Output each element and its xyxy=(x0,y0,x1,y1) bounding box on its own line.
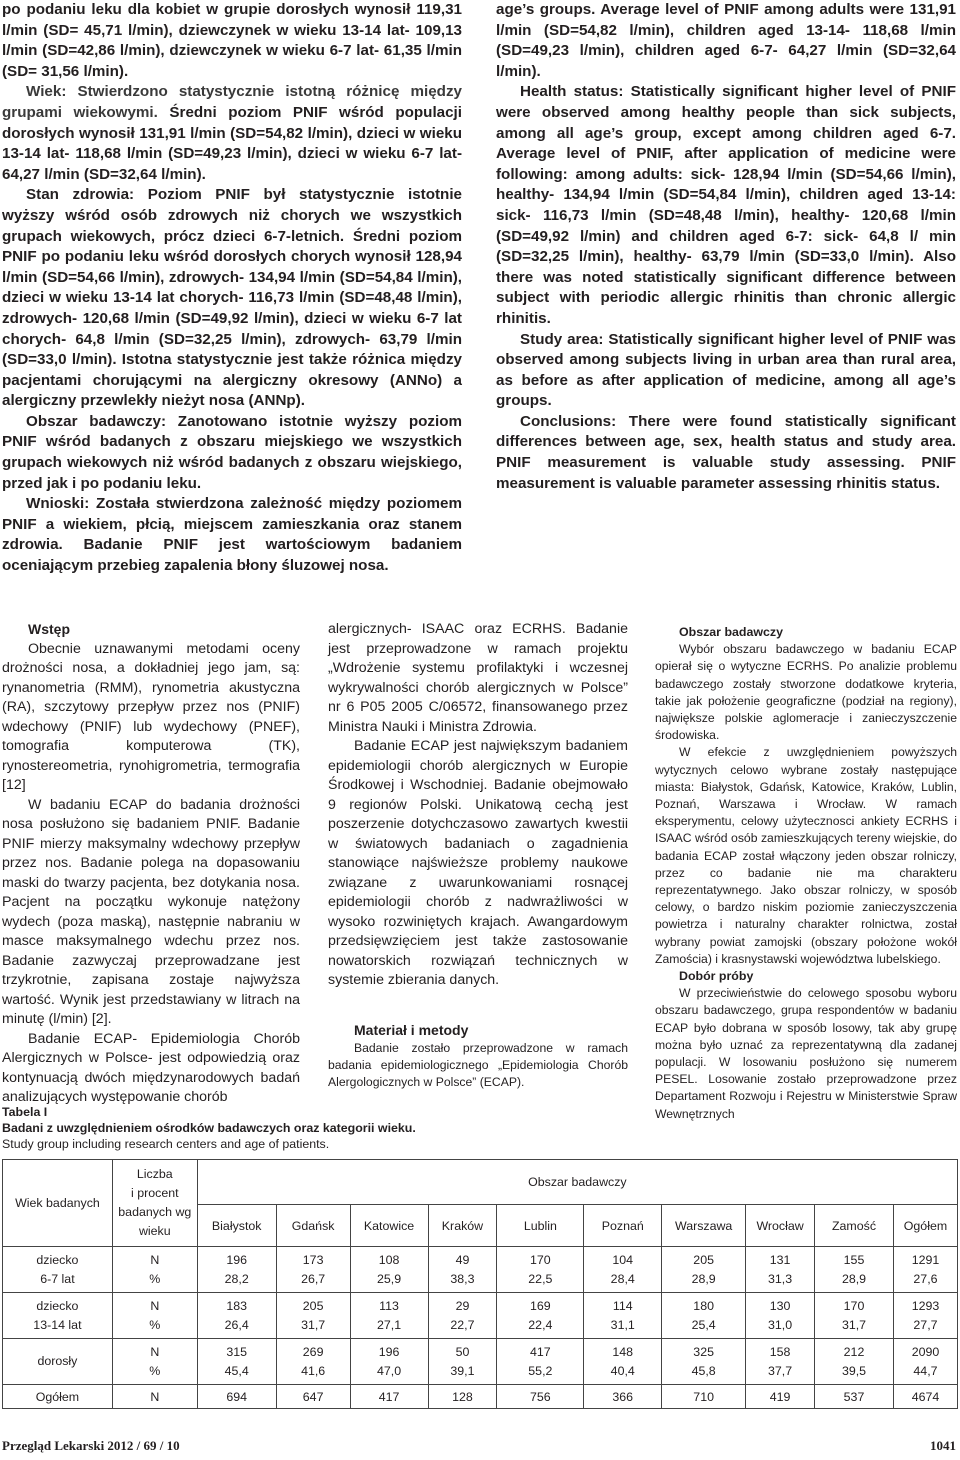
table-total-cell: 647 xyxy=(276,1385,350,1409)
table-cell-percent: 27,1 xyxy=(376,1317,402,1332)
table-cell-percent: 26,7 xyxy=(301,1271,326,1286)
table-cell xyxy=(276,1293,350,1339)
table-cell xyxy=(815,1339,894,1385)
body-paragraph: Wybór obszaru badawczego w badaniu ECAP opierał się o wytyczne ECRHS. Po analizie problemu badawczego zostały stworzone dodatkowe kryteria, takie jak położenie geograficzne (podział na regiony), największe polskie aglomeracje i zanieczyszczenie środowiska. xyxy=(655,642,957,743)
table-cell-count: 1293 xyxy=(911,1298,940,1313)
table-cell-percent: 31,1 xyxy=(610,1317,635,1332)
table-cell-percent: 55,2 xyxy=(528,1363,553,1378)
table-cell-percent: 25,9 xyxy=(376,1271,402,1286)
body-paragraph: W efekcie z uwzględnieniem powyższych wytycznych celowo wybrane zostały następujące miasta: Białystok, Gdańsk, Katowice, Kraków, Lublin, Poznań, Warszawa i Wrocław. W ramach eksperymentu, celowy użytecznosci ankiety ECRHS i ISAAC wśród osób zamieszkujących tereny wiejskie, do badania ECAP został włączony jeden obszar rolniczy, przez co badanie nie ma charakteru reprezentatywnego. Jako obszar rolniczy, w sposób celowy, o bardzo niskim poziomie zanieczyszczenia powietrza i naturalny charakter rolnictwa, został wybrany powiat zamojski (obszary położone wokół Zamościa) i krasnystawski województwa lubelskiego. xyxy=(655,745,957,966)
table-cell-count: 183 xyxy=(226,1298,248,1313)
table-cell-percent: 28,4 xyxy=(610,1271,635,1286)
table-cell-count: 417 xyxy=(530,1344,551,1359)
table-cell xyxy=(893,1247,957,1293)
table-cell xyxy=(746,1293,815,1339)
table-cell-count: 269 xyxy=(302,1344,324,1359)
footer-journal: Przegląd Lekarski 2012 / 69 / 10 xyxy=(2,1438,180,1453)
table-cell-percent: 39,1 xyxy=(450,1363,475,1378)
footer-page-number: 1041 xyxy=(930,1438,956,1453)
table-row-keys xyxy=(112,1293,197,1339)
abstract-pl-age-lead: Wiek: Stwierdzono statystycznie istotną różnicę między grupami wiekowymi. xyxy=(2,83,462,121)
table-row xyxy=(3,1293,958,1339)
table-cell-percent: 26,4 xyxy=(224,1317,249,1332)
table-cell xyxy=(662,1247,746,1293)
table-total-cell: 694 xyxy=(197,1385,276,1409)
table-cell-percent: 45,4 xyxy=(224,1363,249,1378)
body-paragraph: Obecnie uznawanymi metodami oceny drożności nosa, a dokładniej jego jam, są: rynanometria (RMM), rynometria akustyczna (RA), szczytowy przepływ przez nos (PNIF) wdechowy (PNIF) lub wydechowy (PNEF), tomografia komputerowa (TK), rynostereometria, rynohigrometria, termografia [12] xyxy=(2,640,300,793)
table-row-label xyxy=(3,1339,113,1385)
table-row-key: N xyxy=(150,1344,160,1359)
table-header-age: Wiek badanych xyxy=(3,1160,113,1247)
table-row-total xyxy=(3,1385,958,1409)
table-cell-percent: 22,5 xyxy=(528,1271,553,1286)
table-header-column: Kraków xyxy=(428,1205,497,1247)
table-cell-count: 315 xyxy=(226,1344,248,1359)
table-cell-percent: 39,5 xyxy=(841,1363,867,1378)
table-cell xyxy=(276,1247,350,1293)
table-cell xyxy=(815,1247,894,1293)
table-cell-percent: 41,6 xyxy=(301,1363,326,1378)
body-column-ecap xyxy=(328,620,628,1091)
table-cell-count: 49 xyxy=(455,1252,470,1267)
table-cell-count: 114 xyxy=(612,1298,633,1313)
body-paragraph: Badanie ECAP jest największym badaniem epidemiologii chorób alergicznych w Europie Środkowej i Wschodniej. Badanie obejmowało 9 regionów Polski. Unikatową cechą jest poszerzenie dotychczasowo zawartych kwestii w światowych badaniach o zagadnienia stanowiące najświeższe problemy naukowe związane z uwarunkowaniami rosnącej epidemiologii chorób z nadwrażliwości w wysoko rozwiniętych krajach. Awangardowym przedsięwzięciem jest także zastosowanie nowatorskich rozwiązań technicznych w systemie zbierania danych. xyxy=(328,738,628,988)
table-cell-count: 205 xyxy=(302,1298,324,1313)
table-cell-count: 1291 xyxy=(911,1252,940,1267)
body-paragraph: alergicznych- ISAAC oraz ECRHS. Badanie jest przeprowadzone w ramach projektu „Wdrożenie systemu profilaktyki i wczesnej wykrywalności chorób alergicznych w Polsce” nr 6 P05 2005 C/06572, finansowanego przez Ministra Nauki i Ministra Zdrowia. xyxy=(328,621,628,735)
table-row-keys xyxy=(112,1247,197,1293)
table-header-column: Lublin xyxy=(497,1205,584,1247)
table-row-key: % xyxy=(149,1363,161,1378)
table-row-keys xyxy=(112,1339,197,1385)
table-header-column: Białystok xyxy=(197,1205,276,1247)
table-cell xyxy=(662,1293,746,1339)
table-cell-percent: 27,7 xyxy=(913,1317,938,1332)
table-header-count xyxy=(112,1160,197,1247)
table-row-label xyxy=(3,1293,113,1339)
table-cell-percent: 45,8 xyxy=(691,1363,716,1378)
table-cell-count: 170 xyxy=(843,1298,865,1313)
table-row-label-line: 13-14 lat xyxy=(33,1317,82,1332)
section-heading-methods: Materiał i metody xyxy=(354,1021,469,1038)
table-total-cell: 419 xyxy=(746,1385,815,1409)
abstract-en-paragraph: Study area: Statistically significant higher level of PNIF was observed among subjects living in urban area than rural area, as before as after application of medicine, among all age’s groups. xyxy=(496,330,956,410)
table-row-key: N xyxy=(150,1298,160,1313)
table-cell-count: 169 xyxy=(530,1298,551,1313)
abstract-pl-paragraph xyxy=(2,412,462,494)
abstract-pl-conclusion-text: Badanie PNIF jest wartościowym badaniem oceniającym przebieg zapalenia błony śluzowej nosa. xyxy=(2,536,462,575)
table-cell-count: 131 xyxy=(769,1252,791,1267)
table-caption-english: Study group including research centers and age of patients. xyxy=(2,1137,330,1151)
table-row-label-line: dziecko xyxy=(36,1298,79,1313)
table-cell-count: 158 xyxy=(769,1344,791,1359)
table-row-label-line: dorosły xyxy=(37,1354,78,1368)
table-cell xyxy=(197,1247,276,1293)
table-header-column: Poznań xyxy=(584,1205,662,1247)
section-heading-study-area: Obszar badawczy xyxy=(679,625,783,639)
table-caption-title: Tabela I xyxy=(2,1105,48,1119)
table-row-label xyxy=(3,1247,113,1293)
body-paragraph: Badanie zostało przeprowadzone w ramach badania epidemiologicznego „Epidemiologia Chorób Alergologicznych w Polsce” (ECAP). xyxy=(328,1041,628,1089)
table-total-cell: 417 xyxy=(350,1385,428,1409)
abstract-pl-paragraph xyxy=(2,185,462,412)
table-row-label-line: 6-7 lat xyxy=(40,1271,75,1286)
table-cell-count: 50 xyxy=(455,1344,470,1359)
table-row xyxy=(3,1339,958,1385)
table-cell xyxy=(662,1339,746,1385)
table-cell-percent: 31,7 xyxy=(841,1317,867,1332)
table-caption xyxy=(2,1104,702,1152)
table-cell-percent: 25,4 xyxy=(691,1317,716,1332)
table-total-cell: 128 xyxy=(428,1385,497,1409)
table-cell-percent: 37,7 xyxy=(768,1363,793,1378)
table-header-column: Zamość xyxy=(815,1205,894,1247)
body-paragraph: Badanie ECAP- Epidemiologia Chorób Alergicznych w Polsce- jest odpowiedzią oraz kontynuacją dwóch międzynarodowych badań analizujących występowanie chorób xyxy=(2,1030,300,1105)
table-row-key: % xyxy=(149,1271,161,1286)
table-cell xyxy=(584,1247,662,1293)
body-paragraph: W przeciwieństwie do celowego sposobu wyboru obszaru badawczego, grupa respondentów w badaniu ECAP było dobrana w sposób losowy, tak aby grupę można było uznać za reprezentatywną dla zadanej populacji. W losowaniu posłużono się numerem PESEL. Losowanie zostało przeprowadzone przez Departament Rozwoju i Rejestru w Ministerstwie Spraw Wewnętrznych xyxy=(655,986,957,1121)
table-cell-percent: 44,7 xyxy=(913,1363,938,1378)
table-cell xyxy=(497,1247,584,1293)
table-cell xyxy=(746,1247,815,1293)
table-cell-count: 325 xyxy=(693,1344,714,1359)
table-cell-count: 170 xyxy=(530,1252,551,1267)
table-cell-count: 130 xyxy=(769,1298,791,1313)
table-cell-count: 2090 xyxy=(911,1344,940,1359)
table-cell-count: 108 xyxy=(378,1252,400,1267)
table-header-column: Gdańsk xyxy=(276,1205,350,1247)
abstract-english-column xyxy=(496,0,956,494)
table-cell-count: 148 xyxy=(612,1344,634,1359)
table-header-column: Wrocław xyxy=(746,1205,815,1247)
table-cell xyxy=(350,1293,428,1339)
table-cell-percent: 28,9 xyxy=(691,1271,716,1286)
abstract-pl-paragraph xyxy=(2,494,462,576)
table-cell xyxy=(197,1339,276,1385)
table-total-cell: 710 xyxy=(662,1385,746,1409)
table-cell-count: 113 xyxy=(379,1298,399,1313)
table-row-key: % xyxy=(149,1317,161,1332)
table-cell xyxy=(197,1293,276,1339)
table-cell-count: 212 xyxy=(843,1344,865,1359)
table-cell xyxy=(350,1339,428,1385)
table-row-key: N xyxy=(150,1252,160,1267)
body-column-introduction xyxy=(2,620,300,1108)
table-cell-count: 104 xyxy=(612,1252,634,1267)
table-cell xyxy=(893,1339,957,1385)
table-header-column: Katowice xyxy=(350,1205,428,1247)
table-cell xyxy=(815,1293,894,1339)
table-cell xyxy=(584,1293,662,1339)
abstract-en-paragraph: Health status: Statistically significant higher level of PNIF were observed among healthy people than sick subjects, among all age’s group, except among children aged 6-7. Average level of PNIF, after application of medicine were following: among adults: sick- 128,94 l/min (SD=54,66 l/min), healthy- 134,94 l/min (SD=54,84 l/min), children aged 13-14: sick- 116,73 l/min (SD=48,48 l/min), healthy- 120,68 l/min (SD=49,92 l/min) and children aged 6-7: sick- 64,8 l/ min (SD=32,25 l/min), healthy- 63,79 l/min (SD=33,0 l/min). Also there was noted statistically significant difference between subject with periodic allergic rhinitis than chronic allergic rhinitis. xyxy=(496,83,956,327)
table-cell xyxy=(350,1247,428,1293)
table-header-column: Warszawa xyxy=(662,1205,746,1247)
table-cell-count: 29 xyxy=(455,1298,470,1313)
table-header-area: Obszar badawczy xyxy=(197,1160,957,1205)
section-heading-sample: Dobór próby xyxy=(679,969,754,984)
study-group-table xyxy=(2,1159,958,1409)
table-cell-percent: 22,7 xyxy=(450,1317,475,1332)
table-cell-percent: 28,2 xyxy=(224,1271,249,1286)
table-total-cell: 4674 xyxy=(893,1385,957,1409)
abstract-pl-health-text: Średni poziom PNIF po podaniu leku wśród dorosłych chorych wynosił 128,94 l/min (SD=54,66 l/min), zdrowych- 134,94 l/min (SD=54,84 l/min), dzieci w wieku 13-14 lat chorych- 116,73 l/min (SD=48,48 l/min), zdrowych- 120,68 l/min (SD=49,92 l/min), dzieci w wieku 6-7 lat chorych- 64,8 l/min (SD=32,25 l/min), zdrowych- 63,79 l/min (SD=33,0 l/min). Istotna statystycznie jest także różnica między pacjentami chorującymi na alergiczny okresowy (ANNo) a alergiczny przewlekły nieżyt nosa (ANNp). xyxy=(2,227,462,410)
table-cell-count: 180 xyxy=(693,1298,714,1313)
abstract-pl-health-lead: Stan zdrowia: Poziom PNIF był statystycznie istotnie wyższy wśród osób zdrowych niż chorych we wszystkich grupach wiekowych, prócz dzieci 6-7-letnich. xyxy=(2,186,462,245)
table-cell xyxy=(428,1293,497,1339)
table-cell-count: 196 xyxy=(226,1252,248,1267)
table-header-count-line: wieku xyxy=(138,1224,171,1238)
table-header-count-line: badanych wg xyxy=(118,1205,192,1219)
table-total-cell: 537 xyxy=(815,1385,894,1409)
table-cell xyxy=(276,1339,350,1385)
table-cell xyxy=(746,1339,815,1385)
table-cell-percent: 22,4 xyxy=(528,1317,553,1332)
table-header-count-line: Liczba xyxy=(136,1167,173,1181)
table-cell-percent: 38,3 xyxy=(450,1271,475,1286)
table-cell xyxy=(584,1339,662,1385)
table-cell xyxy=(428,1339,497,1385)
table-total-cell: 366 xyxy=(584,1385,662,1409)
table-total-key: N xyxy=(112,1385,197,1409)
table-cell-percent: 40,4 xyxy=(610,1363,635,1378)
table-caption-polish: Badani z uwzględnieniem ośrodków badawczych oraz kategorii wieku. xyxy=(2,1121,416,1135)
abstract-en-paragraph: age’s groups. Average level of PNIF among adults were 131,91 l/min (SD=54,82 l/min), children aged 13-14- 118,68 l/min (SD=49,23 l/min), children aged 6-7- 64,27 l/min (SD=32,64 l/min). xyxy=(496,1,956,80)
abstract-polish-column xyxy=(2,0,462,577)
table-cell-percent: 31,0 xyxy=(768,1317,793,1332)
table-total-cell: 756 xyxy=(497,1385,584,1409)
section-heading-introduction: Wstęp xyxy=(28,621,70,637)
table-cell xyxy=(428,1247,497,1293)
table-header-count-line: i procent xyxy=(131,1186,179,1200)
table-cell-count: 155 xyxy=(843,1252,865,1267)
table-cell-percent: 31,3 xyxy=(768,1271,793,1286)
abstract-pl-area-text: Obszar badawczy: Zanotowano istotnie wyższy poziom PNIF wśród badanych z obszaru miejskiego we wszystkich grupach wiekowych niż wśród badanych z obszaru wiejskiego, przed jak i po podaniu leku. xyxy=(2,412,462,492)
abstract-en-paragraph: Conclusions: There were found statistically significant differences between age, sex, health status and study area. PNIF measurement is valuable study assessing. PNIF measurement is valuable parameter assessing rhinitis status. xyxy=(496,412,956,492)
table-cell-percent: 47,0 xyxy=(376,1363,402,1378)
table-cell-percent: 28,9 xyxy=(841,1271,867,1286)
table-cell xyxy=(497,1339,584,1385)
table-cell-percent: 27,6 xyxy=(913,1271,938,1286)
table-cell-count: 173 xyxy=(302,1252,324,1267)
abstract-pl-age-text: Średni poziom PNIF wśród populacji dorosłych wynosił 131,91 l/min (SD=54,82 l/min), dzieci w wieku 13-14 lat- 118,68 l/min (SD=49,23 l/min), dzieci w wieku 6-7 lat- 64,27 l/min (SD=32,64 l/min). xyxy=(2,103,462,183)
body-column-study-area xyxy=(655,624,957,1123)
table-cell-count: 196 xyxy=(378,1344,400,1359)
table-total-label: Ogółem xyxy=(3,1385,113,1409)
table-cell xyxy=(497,1293,584,1339)
table-header-column: Ogółem xyxy=(893,1205,957,1247)
table-cell xyxy=(893,1293,957,1339)
abstract-pl-conclusion-lead: Wnioski: Została stwierdzona zależność między poziomem PNIF a wiekiem, płcią, miejscem zamieszkania oraz stanem zdrowia. xyxy=(2,495,462,554)
table-row-label-line: dziecko xyxy=(36,1252,79,1267)
table-cell-percent: 31,7 xyxy=(301,1317,326,1332)
table-row xyxy=(3,1247,958,1293)
abstract-pl-paragraph: po podaniu leku dla kobiet w grupie dorosłych wynosił 119,31 l/min (SD= 45,71 l/min), dziewczynek w wieku 13-14 lat- 109,13 l/min (SD=42,86 l/min), dziewczynek w wieku 6-7 lat- 61,35 l/min (SD= 31,56 l/min). xyxy=(2,1,462,80)
body-paragraph: W badaniu ECAP do badania drożności nosa posłużono się badaniem PNIF. Badanie PNIF mierzy maksymalny wdechowy przepływ przez nos. Badanie polega na dopasowaniu maski do twarzy pacjenta, bez dotykania nosa. Pacjent na początku wykonuje natężony wydech (poza maską), następnie nabraniu w masce maksymalnego wdechu przez nos. Badanie zazwyczaj przeprowadzane jest trzykrotnie, zapisana zostaje najwyższa wartość. Wynik jest przedstawiany w litrach na minutę (l/min) [2]. xyxy=(2,796,300,1027)
table-cell-count: 205 xyxy=(693,1252,714,1267)
abstract-pl-paragraph xyxy=(2,82,462,185)
